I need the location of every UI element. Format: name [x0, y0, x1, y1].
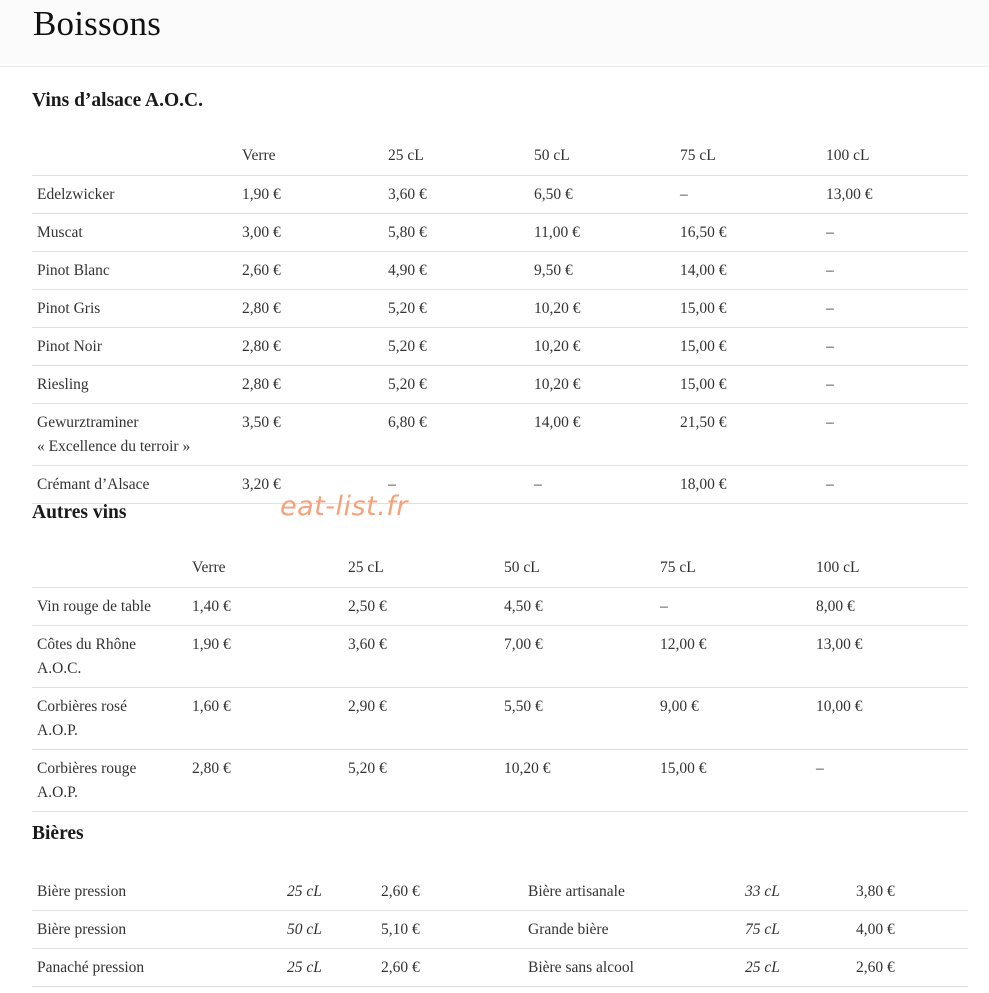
price-cell: 1,90 €	[187, 625, 343, 687]
beer-name: Bière pression	[32, 873, 282, 911]
wine-name: Côtes du Rhône	[37, 635, 137, 653]
price-cell: 3,50 €	[237, 403, 383, 465]
beer-name: Grande bière	[523, 911, 740, 949]
table-header-row	[32, 140, 968, 175]
price-cell: 2,50 €	[343, 587, 499, 625]
table-row	[32, 949, 968, 987]
wine-name: Riesling	[37, 375, 89, 393]
column-header: 25 cL	[383, 140, 529, 175]
price-cell: 1,90 €	[237, 175, 383, 213]
watermark-text: eat-list.fr	[280, 491, 408, 522]
wine-name-cell	[32, 587, 187, 625]
wine-name-cell	[32, 175, 237, 213]
column-header: 75 cL	[655, 552, 811, 587]
price-cell: 10,20 €	[529, 289, 675, 327]
price-cell: –	[529, 465, 675, 503]
beer-name: Panaché pression	[32, 949, 282, 987]
price-cell: 1,60 €	[187, 687, 343, 749]
wine-name-cell	[32, 251, 237, 289]
wine-appellation: A.O.P.	[37, 783, 78, 801]
price-cell: –	[811, 749, 968, 811]
alsace-wine-table	[32, 140, 968, 504]
price-cell: –	[821, 213, 968, 251]
wine-name: Pinot Blanc	[37, 261, 110, 279]
column-header: Verre	[237, 140, 383, 175]
price-cell: 16,50 €	[675, 213, 821, 251]
price-cell: 5,20 €	[383, 327, 529, 365]
beer-volume: 50 cL	[282, 911, 376, 949]
price-cell: 2,80 €	[187, 749, 343, 811]
beer-volume: 25 cL	[282, 949, 376, 987]
wine-name: Corbières rosé	[37, 697, 127, 715]
beer-price: 2,60 €	[376, 873, 523, 911]
column-header: 75 cL	[675, 140, 821, 175]
section-title-alsace: Vins d’alsace A.O.C.	[32, 90, 203, 111]
column-header: 100 cL	[821, 140, 968, 175]
price-cell: 3,00 €	[237, 213, 383, 251]
price-cell: –	[383, 465, 529, 503]
price-cell: 10,00 €	[811, 687, 968, 749]
wine-name: Muscat	[37, 223, 83, 241]
section-title-bieres: Bières	[32, 823, 84, 844]
table-header-row	[32, 552, 968, 587]
table-row	[32, 873, 968, 911]
price-cell: 10,20 €	[529, 327, 675, 365]
price-cell: 15,00 €	[675, 289, 821, 327]
wine-name-cell	[32, 749, 187, 811]
table-row	[32, 327, 968, 365]
column-header: 50 cL	[499, 552, 655, 587]
table-row	[32, 911, 968, 949]
table-row	[32, 465, 968, 503]
wine-name: Pinot Noir	[37, 337, 103, 355]
column-header: 100 cL	[811, 552, 968, 587]
wine-name-cell	[32, 465, 237, 503]
wine-name-cell	[32, 625, 187, 687]
column-header: 50 cL	[529, 140, 675, 175]
price-cell: –	[821, 365, 968, 403]
wine-name-cell	[32, 687, 187, 749]
column-header: Verre	[187, 552, 343, 587]
table-row	[32, 403, 968, 465]
price-cell: 15,00 €	[655, 749, 811, 811]
price-cell: 5,20 €	[383, 289, 529, 327]
price-cell: 18,00 €	[675, 465, 821, 503]
price-cell: –	[821, 289, 968, 327]
price-cell: 4,90 €	[383, 251, 529, 289]
beer-price: 2,60 €	[376, 949, 523, 987]
price-cell: 2,80 €	[237, 327, 383, 365]
price-cell: 15,00 €	[675, 327, 821, 365]
price-cell: 7,00 €	[499, 625, 655, 687]
page-title: Boissons	[33, 4, 162, 43]
column-header	[32, 552, 187, 587]
price-cell: 9,50 €	[529, 251, 675, 289]
price-cell: 3,60 €	[343, 625, 499, 687]
price-cell: 21,50 €	[675, 403, 821, 465]
price-cell: 5,20 €	[343, 749, 499, 811]
beer-price: 2,60 €	[851, 949, 968, 987]
price-cell: 3,20 €	[237, 465, 383, 503]
wine-appellation: A.O.P.	[37, 721, 78, 739]
price-cell: 14,00 €	[675, 251, 821, 289]
price-cell: –	[655, 587, 811, 625]
price-cell: 6,50 €	[529, 175, 675, 213]
wine-name: Edelzwicker	[37, 185, 115, 203]
beer-volume: 75 cL	[740, 911, 851, 949]
wine-name-cell	[32, 403, 237, 465]
price-cell: 1,40 €	[187, 587, 343, 625]
table-row	[32, 213, 968, 251]
price-cell: 10,20 €	[529, 365, 675, 403]
price-cell: 5,20 €	[383, 365, 529, 403]
price-cell: –	[821, 251, 968, 289]
wine-name: Crémant d’Alsace	[37, 475, 150, 493]
wine-name-cell	[32, 327, 237, 365]
price-cell: 4,50 €	[499, 587, 655, 625]
price-cell: 12,00 €	[655, 625, 811, 687]
price-cell: 5,80 €	[383, 213, 529, 251]
beer-name: Bière sans alcool	[523, 949, 740, 987]
price-cell: –	[675, 175, 821, 213]
column-header	[32, 140, 237, 175]
other-wine-table	[32, 552, 968, 812]
wine-name-cell	[32, 365, 237, 403]
page-header	[0, 0, 989, 67]
wine-name-cell	[32, 213, 237, 251]
price-cell: 2,80 €	[237, 365, 383, 403]
price-cell: 10,20 €	[499, 749, 655, 811]
beer-price: 4,00 €	[851, 911, 968, 949]
wine-name: Corbières rouge	[37, 759, 137, 777]
price-cell: 13,00 €	[811, 625, 968, 687]
price-cell: –	[821, 403, 968, 465]
price-cell: 6,80 €	[383, 403, 529, 465]
column-header: 25 cL	[343, 552, 499, 587]
price-cell: 5,50 €	[499, 687, 655, 749]
beer-volume: 33 cL	[740, 873, 851, 911]
table-row	[32, 289, 968, 327]
price-cell: 15,00 €	[675, 365, 821, 403]
table-row	[32, 175, 968, 213]
wine-appellation: A.O.C.	[37, 659, 82, 677]
table-row	[32, 687, 968, 749]
table-row	[32, 749, 968, 811]
price-cell: 9,00 €	[655, 687, 811, 749]
table-row	[32, 587, 968, 625]
beer-name: Bière pression	[32, 911, 282, 949]
wine-name: Gewurztraminer	[37, 413, 139, 431]
wine-name: Pinot Gris	[37, 299, 101, 317]
beer-volume: 25 cL	[282, 873, 376, 911]
beer-name: Bière artisanale	[523, 873, 740, 911]
price-cell: 8,00 €	[811, 587, 968, 625]
table-row	[32, 625, 968, 687]
table-row	[32, 251, 968, 289]
price-cell: 3,60 €	[383, 175, 529, 213]
price-cell: –	[821, 465, 968, 503]
price-cell: 2,80 €	[237, 289, 383, 327]
price-cell: 11,00 €	[529, 213, 675, 251]
price-cell: 14,00 €	[529, 403, 675, 465]
wine-name: Vin rouge de table	[37, 597, 151, 615]
wine-appellation: « Excellence du terroir »	[37, 437, 191, 455]
beer-price: 3,80 €	[851, 873, 968, 911]
beer-table	[32, 873, 968, 987]
price-cell: 2,90 €	[343, 687, 499, 749]
price-cell: –	[821, 327, 968, 365]
wine-name-cell	[32, 289, 237, 327]
section-title-autres: Autres vins	[32, 502, 127, 523]
price-cell: 2,60 €	[237, 251, 383, 289]
table-row	[32, 365, 968, 403]
beer-price: 5,10 €	[376, 911, 523, 949]
beer-volume: 25 cL	[740, 949, 851, 987]
price-cell: 13,00 €	[821, 175, 968, 213]
